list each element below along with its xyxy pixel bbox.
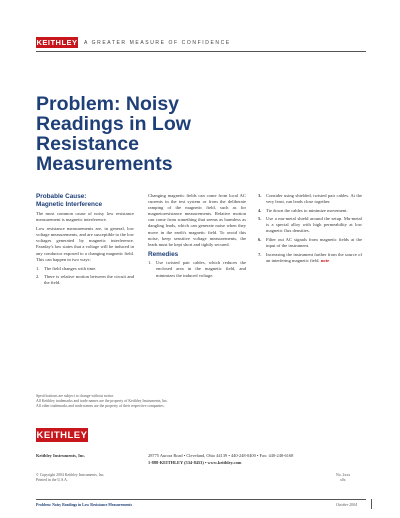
list-item-text: There is relative motion between the circuit and the field. xyxy=(44,274,134,286)
page-title: Problem: Noisy Readings in Low Resistance Measurements xyxy=(36,93,191,175)
list-item-number: 1. xyxy=(148,260,152,266)
list-item xyxy=(258,252,362,264)
list-item xyxy=(148,260,246,278)
list-item xyxy=(36,266,134,272)
cause-list xyxy=(36,266,134,287)
note-link[interactable]: note xyxy=(320,257,330,263)
middle-paragraph-1: Changing magnetic fields can come from local AC currents in the test system or from the deliberate ramping of the magnetic field, such as for magnetoresistance measurements. Relative motion can come from something that seems as harmless as dangling leads, which can generate noise when they move in the earth's magnetic field. To avoid this noise, keep sensitive voltage measurements, the leads must be kept short and tightly secured. xyxy=(148,193,246,247)
list-item xyxy=(258,193,362,205)
right-column xyxy=(258,193,362,266)
fine-print xyxy=(36,394,336,409)
middle-column xyxy=(148,193,246,281)
list-item-text: Filter out AC signals from magnetic fields at the input of the instrument. xyxy=(266,237,362,249)
fine-print-line: All Keithley trademarks and trade names are the property of Keithley Instruments, Inc. xyxy=(36,399,169,403)
list-item-text: The field changes with time. xyxy=(44,265,97,271)
keithley-footer-logo: KEITHLEY xyxy=(36,429,88,441)
issue-date: October 2004 xyxy=(336,503,357,507)
cause-paragraph-2: Low resistance measurements are, in general, low voltage measurements, and are susceptible to the low voltages generated by magnetic interference. Faraday's law states that a voltage will be induced in any conductor exposed to a changing magnetic field. This can happen in two ways: xyxy=(36,226,134,262)
cause-paragraph-1: The most common cause of noisy low resistance measurement is magnetic interference. xyxy=(36,211,134,223)
list-item-text-body: Increasing the instrument farther from the source of an interfering magnetic field. xyxy=(266,251,362,263)
list-item-number: 3. xyxy=(258,193,262,198)
list-item-text: Use twisted pair cables, which reduces the enclosed area in the magnetic field, and minimizes the induced voltage. xyxy=(156,260,246,278)
list-item-number: 2. xyxy=(36,274,40,280)
fine-print-line: Specifications are subject to change without notice. xyxy=(36,394,115,398)
list-item-number: 6. xyxy=(258,237,262,243)
company-address: 28775 Aurora Road • Cleveland, Ohio 44139 • 440-248-0400 • Fax: 440-248-6168 xyxy=(148,453,294,458)
printed-in: Printed in the U.S.A. xyxy=(36,478,68,482)
list-item xyxy=(258,208,362,214)
document-number: No. 2xxx xyxy=(336,473,351,477)
document-code: x0x xyxy=(340,478,346,482)
probable-cause-column xyxy=(36,193,134,289)
list-item-number: 5. xyxy=(258,216,262,222)
remedies-list xyxy=(148,260,246,278)
list-item-number: 1. xyxy=(36,265,40,271)
list-item xyxy=(258,237,362,249)
page-edge-mark xyxy=(371,499,372,509)
list-item-number: 4. xyxy=(258,207,262,213)
header-rule xyxy=(36,51,366,52)
list-item-text: Consider using shielded, twisted pair cables. At the very least, run leads close together. xyxy=(266,193,362,205)
list-item-text: Tie down the cables to minimize movement. xyxy=(266,207,348,213)
keithley-logo: KEITHLEY xyxy=(36,38,78,47)
footer-rule xyxy=(36,499,366,500)
tagline: A GREATER MEASURE OF CONFIDENCE xyxy=(84,40,231,46)
copyright: © Copyright 2004 Keithley Instruments, Inc. xyxy=(36,473,105,477)
list-item-text xyxy=(266,252,362,264)
remedies-list-continued xyxy=(258,193,362,264)
list-item xyxy=(258,216,362,234)
probable-cause-heading: Probable Cause: xyxy=(36,193,87,200)
bottom-note: Problem: Noisy Readings in Low Resistance Measurements xyxy=(36,503,133,507)
company-name: Keithley Instruments, Inc. xyxy=(36,453,86,458)
fine-print-line: All other trademarks and trade names are the property of their respective companies. xyxy=(36,404,165,408)
list-item-number: 7. xyxy=(258,251,262,257)
remedies-heading: Remedies xyxy=(148,250,179,258)
list-item-text: Use a mu-metal shield around the setup. Mu-metal is a special alloy with high permeability at low magnetic flux densities. xyxy=(266,216,362,234)
magnetic-interference-subheading: Magnetic Interference xyxy=(36,200,103,208)
list-item xyxy=(36,274,134,286)
company-phone-web: 1-888-KEITHLEY (534-8453) • www.keithley.com xyxy=(148,460,242,465)
